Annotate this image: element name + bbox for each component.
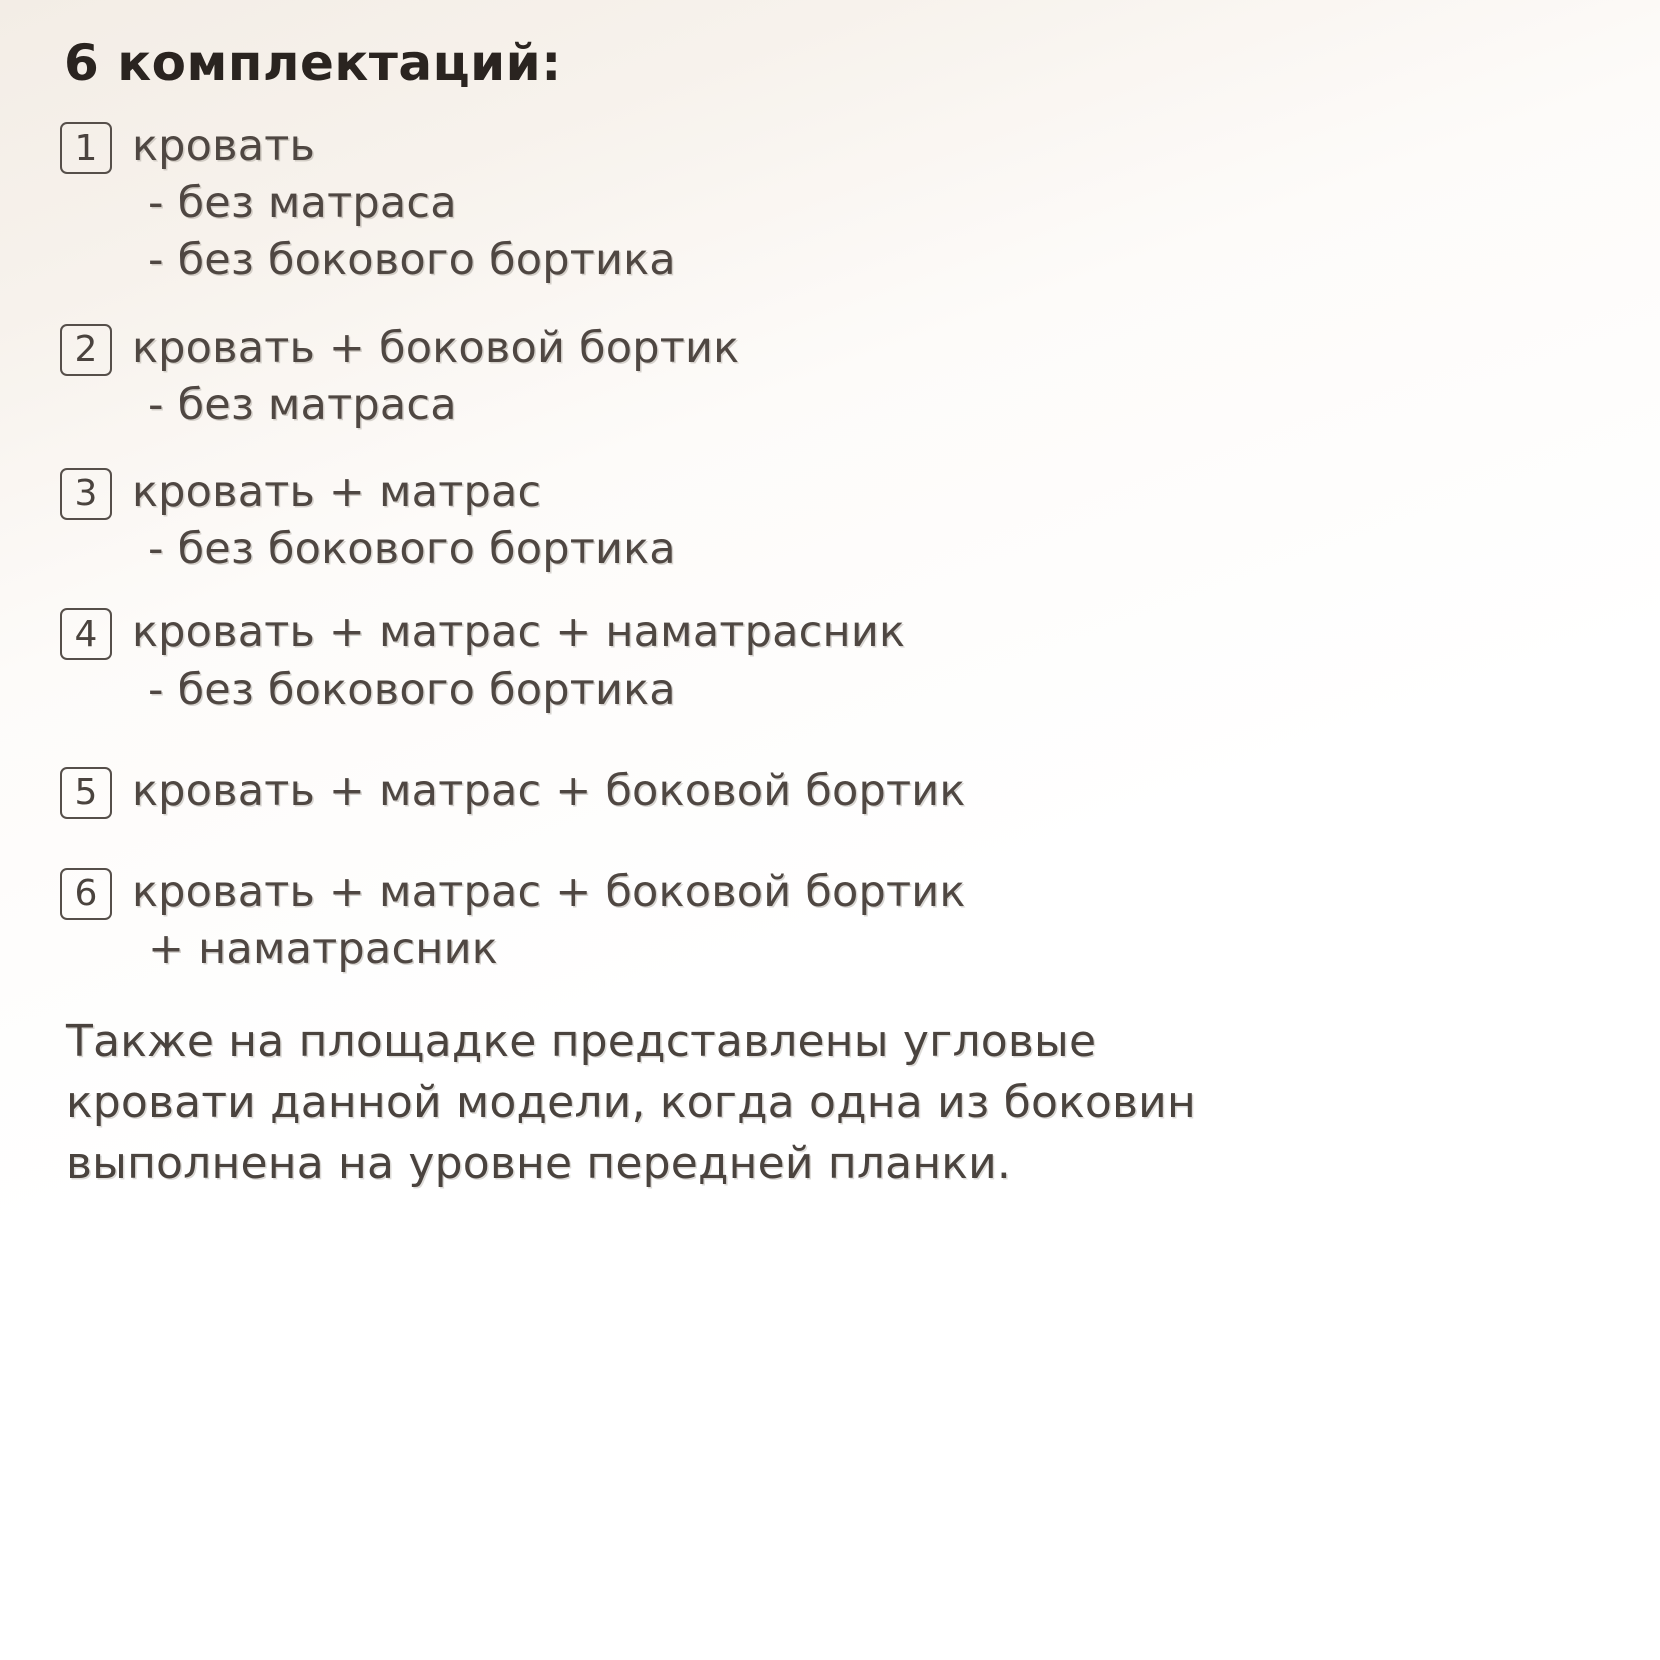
item-line-sub: - без матраса <box>148 379 457 430</box>
item-number-badge: 6 <box>60 868 112 920</box>
item-line-main: кровать <box>132 121 316 171</box>
footer-line: кровати данной модели, когда одна из боковин <box>66 1076 1196 1128</box>
item-line-main: кровать + матрас <box>132 466 542 517</box>
item-number-badge: 3 <box>60 468 112 520</box>
footer-note <box>66 1012 1600 1194</box>
list-item <box>60 464 1600 578</box>
item-line-sub: - без бокового бортика <box>148 664 676 715</box>
item-line-sub: - без матраса <box>148 178 457 229</box>
page-title: 6 комплектаций: <box>64 34 562 92</box>
list-item <box>60 763 1600 820</box>
item-lines <box>132 320 1600 434</box>
item-number-badge: 4 <box>60 608 112 660</box>
item-line-sub: - без бокового бортика <box>148 524 676 575</box>
item-line-sub: + наматрасник <box>148 924 498 975</box>
item-number-badge: 5 <box>60 767 112 819</box>
footer-line: выполнена на уровне передней планки. <box>66 1137 1012 1189</box>
list-item <box>60 320 1600 434</box>
item-line-sub: - без бокового бортика <box>148 235 676 286</box>
item-lines <box>132 118 1600 290</box>
configurations-list <box>60 118 1600 978</box>
item-line-main: кровать + матрас + боковой бортик <box>132 866 966 917</box>
item-line-main: кровать + боковой бортик <box>132 322 740 373</box>
item-number-badge: 2 <box>60 324 112 376</box>
item-lines <box>132 864 1600 978</box>
list-item <box>60 864 1600 978</box>
list-item <box>60 604 1600 718</box>
item-lines <box>132 763 1600 820</box>
item-number-badge: 1 <box>60 122 112 174</box>
footer-line: Также на площадке представлены угловые <box>66 1016 1097 1068</box>
item-line-main: кровать + матрас + боковой бортик <box>132 765 966 816</box>
list-item <box>60 118 1600 290</box>
item-line-main: кровать + матрас + наматрасник <box>132 607 906 658</box>
item-lines <box>132 464 1600 578</box>
item-lines <box>132 604 1600 718</box>
